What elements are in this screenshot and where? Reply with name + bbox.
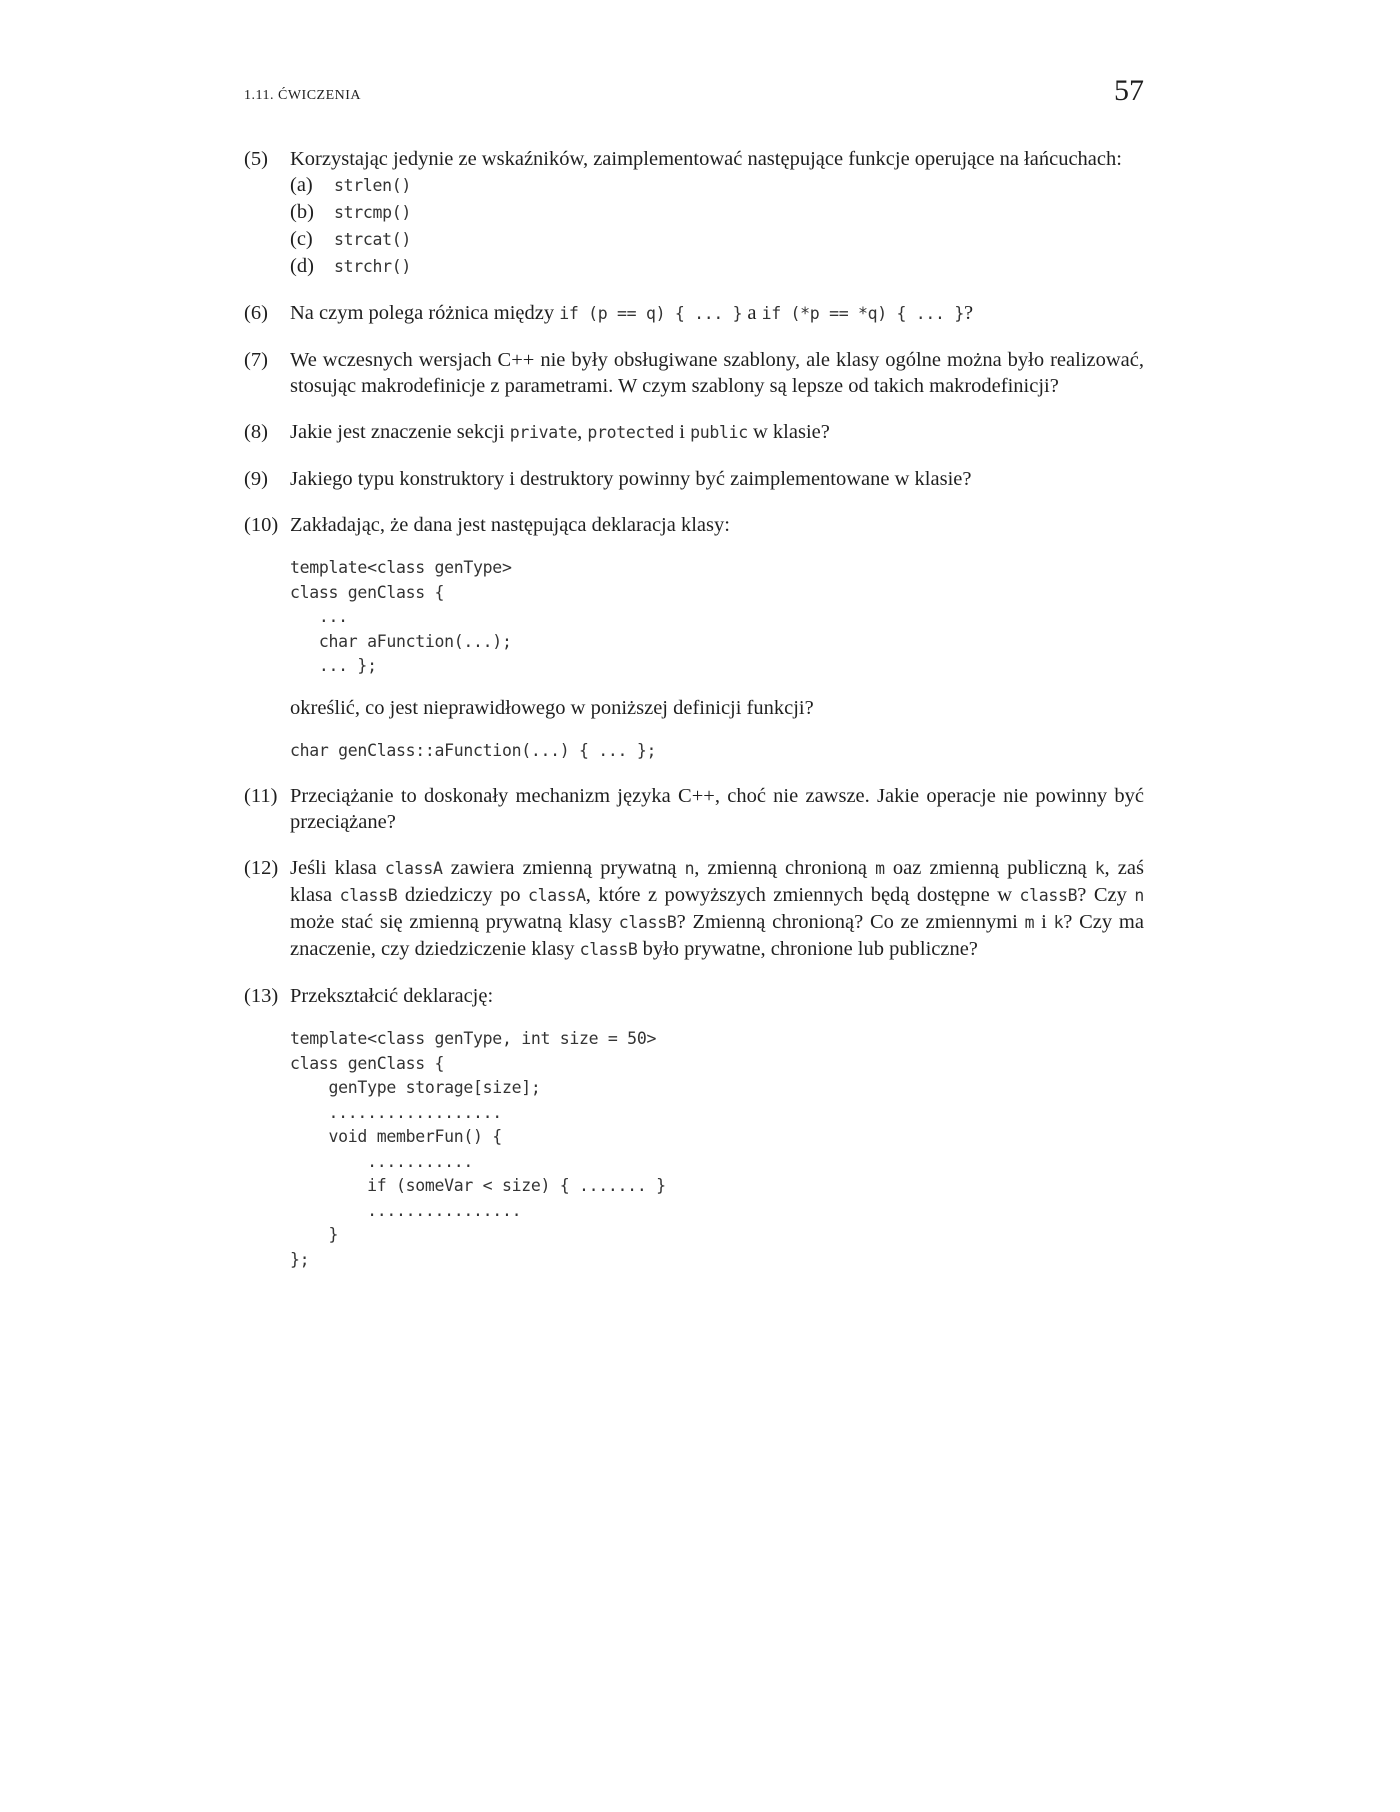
exercise-text <box>290 300 1144 327</box>
exercise-question: określić, co jest nieprawidłowego w poniższej definicji funkcji? <box>290 696 814 719</box>
subitem <box>290 253 1144 280</box>
running-head: 1.11. ĆWICZENIA <box>244 88 362 103</box>
subitem-label: (c) <box>290 228 313 250</box>
text-run: zawiera zmienną prywatną <box>442 857 685 879</box>
text-run: oaz zmienną publiczną <box>884 857 1095 879</box>
inline-code: if (p == q) { ... } <box>559 304 743 323</box>
text-run: i <box>674 421 691 443</box>
inline-code: classB <box>618 913 677 932</box>
subitem-label: (d) <box>290 255 314 277</box>
page-header <box>244 74 1144 114</box>
exercise-11 <box>244 783 1144 835</box>
inline-code: k <box>1053 913 1064 932</box>
inline-code: n <box>684 859 695 878</box>
code-block: template<class genType> class genClass { ... char aFunction(...); ... }; <box>290 558 512 675</box>
inline-code: m <box>875 859 885 878</box>
text-run: dziedziczy po <box>397 884 528 906</box>
text-run: , zaś klasa <box>290 857 1144 906</box>
inline-code: classA <box>384 859 443 878</box>
text-run: ? Czy <box>1077 884 1135 906</box>
code-block: char genClass::aFunction(...) { ... }; <box>290 740 657 760</box>
exercise-text <box>290 419 1144 446</box>
text-run: , które z powyższych zmiennych będą dostępne w <box>585 884 1020 906</box>
exercise-text: Zakładając, że dana jest następująca deklaracja klasy: <box>290 514 730 536</box>
text-run: ? <box>963 302 974 324</box>
text-run: Jeśli klasa <box>290 857 385 879</box>
exercise-5 <box>244 146 1144 280</box>
exercise-text <box>290 855 1144 963</box>
subitem-label: (a) <box>290 174 313 196</box>
exercise-number: (8) <box>244 421 268 443</box>
text-run: było prywatne, chronione lub publiczne? <box>637 938 978 960</box>
code-block: template<class genType, int size = 50> class genClass { genType storage[size]; .................. void memberFun() { ........... if (someVar < size) { ....... } ................ } }; <box>290 1029 666 1269</box>
subitem <box>290 172 1144 199</box>
exercise-number: (12) <box>244 857 279 879</box>
exercise-number: (13) <box>244 985 279 1007</box>
text-run: Jakie jest znaczenie sekcji <box>290 421 510 443</box>
text-run: w klasie? <box>747 421 830 443</box>
exercise-number: (9) <box>244 468 268 490</box>
exercise-number: (6) <box>244 302 268 324</box>
subitem <box>290 226 1144 253</box>
exercise-10 <box>244 512 1144 763</box>
inline-code: classB <box>1019 886 1078 905</box>
exercise-text: Przekształcić deklarację: <box>290 985 494 1007</box>
exercise-text: Przeciążanie to doskonały mechanizm języka C++, choć nie zawsze. Jakie operacje nie powinny być przeciążane? <box>290 785 1144 833</box>
inline-code: n <box>1134 886 1144 905</box>
text-run: ? Czy ma znaczenie, czy dziedziczenie klasy <box>290 911 1144 960</box>
subitem-list <box>290 172 1144 280</box>
exercise-13 <box>244 983 1144 1272</box>
text-run: a <box>742 302 762 324</box>
exercise-text: Korzystając jedynie ze wskaźników, zaimplementować następujące funkcje operujące na łańcuchach: <box>290 148 1122 170</box>
exercise-6 <box>244 300 1144 327</box>
exercise-number: (11) <box>244 785 278 807</box>
exercise-9 <box>244 466 1144 492</box>
text-run: , <box>577 421 588 443</box>
inline-code: protected <box>587 423 675 442</box>
text-run: , zmienną chronioną <box>694 857 876 879</box>
subitem-code: strcat() <box>334 230 412 249</box>
text-run: Na czym polega różnica między <box>290 302 560 324</box>
subitem-code: strlen() <box>334 176 412 195</box>
text-run: ? Zmienną chronioną? Co ze zmiennymi <box>676 911 1025 933</box>
subitem-code: strcmp() <box>334 203 412 222</box>
exercise-7 <box>244 347 1144 399</box>
exercise-8 <box>244 419 1144 446</box>
exercise-number: (10) <box>244 514 279 536</box>
inline-code: m <box>1024 913 1035 932</box>
exercise-number: (7) <box>244 349 268 371</box>
exercise-12 <box>244 855 1144 963</box>
subitem-label: (b) <box>290 201 314 223</box>
text-run: może stać się zmienną prywatną klasy <box>290 911 619 933</box>
exercise-text: We wczesnych wersjach C++ nie były obsługiwane szablony, ale klasy ogólne można było realizować, stosując makrodefinicje z parametrami. W czym szablony są lepsze od takich makrodefinicji? <box>290 349 1144 397</box>
subitem-code: strchr() <box>334 257 412 276</box>
text-run: i <box>1034 911 1054 933</box>
inline-code: public <box>690 423 748 442</box>
inline-code: classB <box>339 886 398 905</box>
exercise-number: (5) <box>244 148 268 170</box>
inline-code: classA <box>527 886 586 905</box>
inline-code: private <box>509 423 578 442</box>
inline-code: if (*p == *q) { ... } <box>761 304 964 323</box>
page-number: 57 <box>1114 74 1144 107</box>
inline-code: k <box>1094 859 1105 878</box>
exercise-list <box>244 146 1144 1292</box>
exercise-text: Jakiego typu konstruktory i destruktory powinny być zaimplementowane w klasie? <box>290 468 972 490</box>
inline-code: classB <box>579 940 638 959</box>
subitem <box>290 199 1144 226</box>
